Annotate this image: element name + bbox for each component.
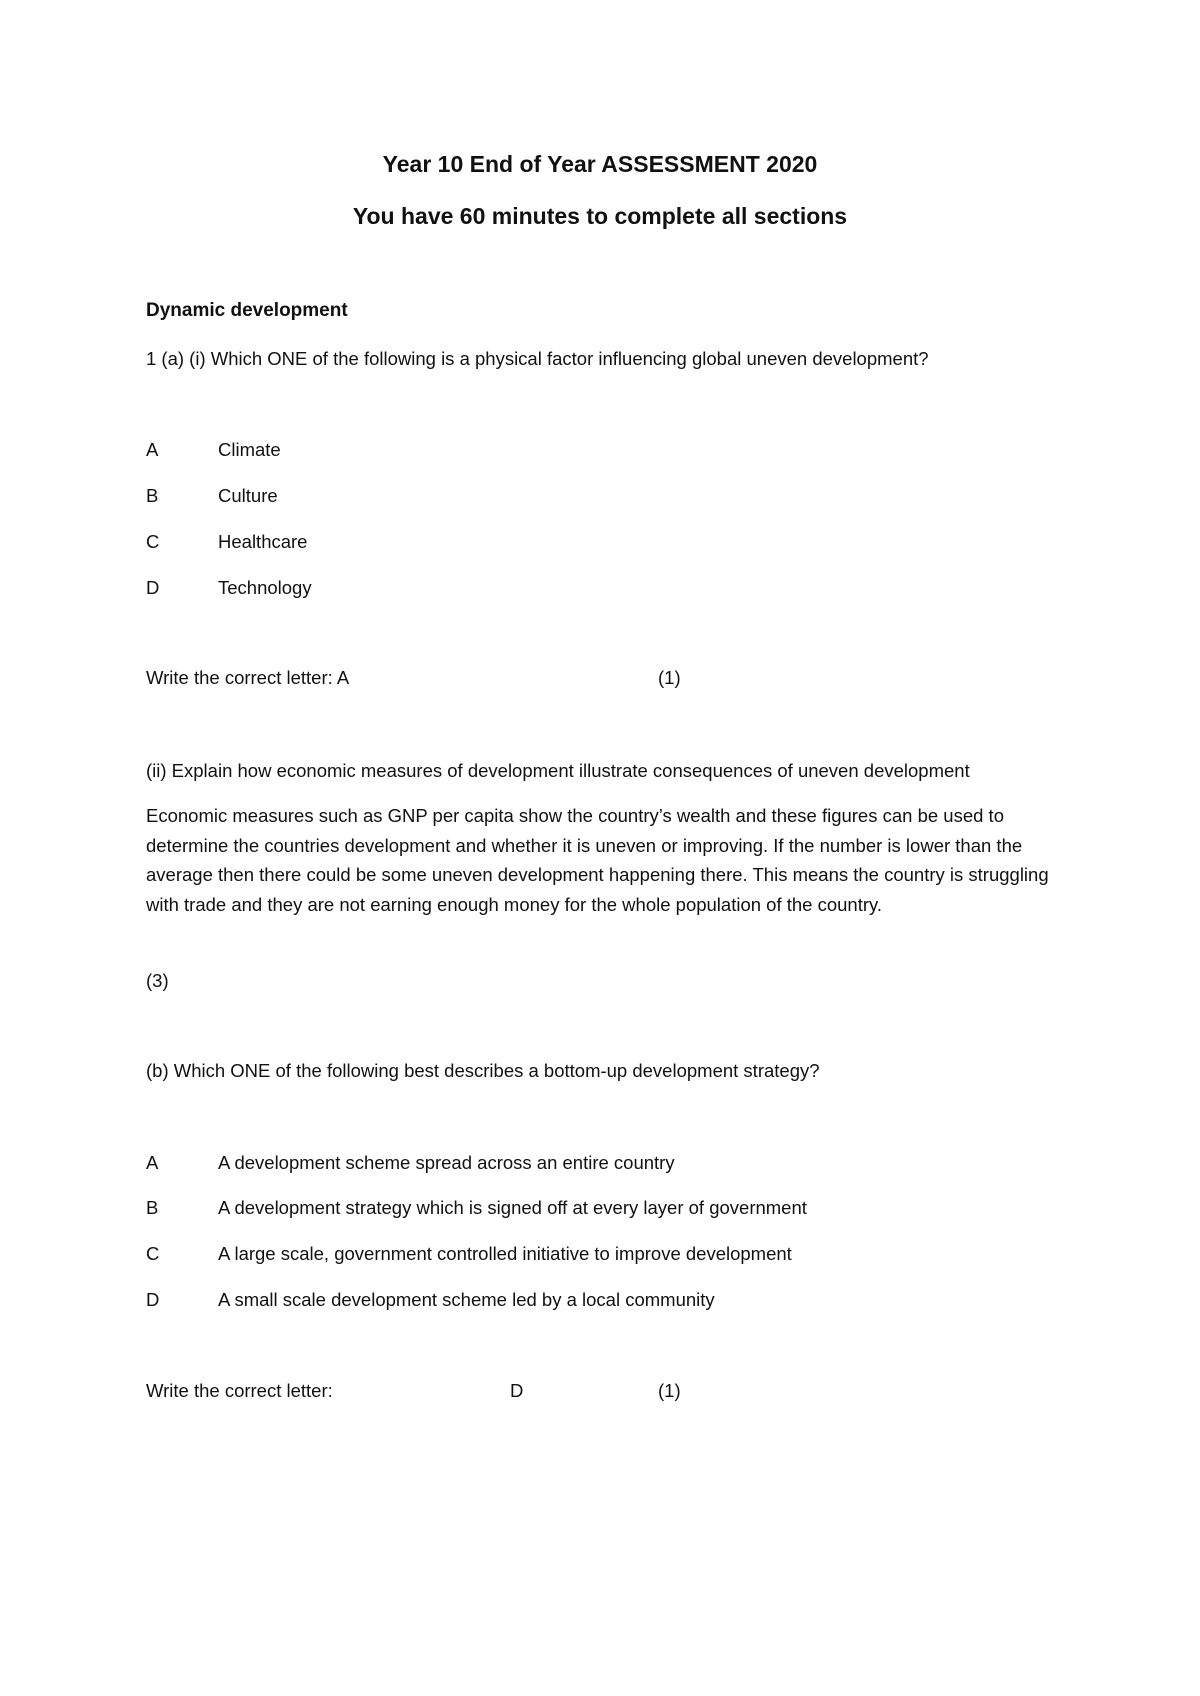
option-text: A small scale development scheme led by a local community	[218, 1289, 715, 1310]
option-letter: A	[146, 439, 159, 460]
option-text: Culture	[218, 485, 278, 506]
option-letter: D	[146, 577, 160, 598]
answer-prompt: Write the correct letter:	[146, 1380, 333, 1401]
answer-prompt: Write the correct letter: A	[146, 667, 350, 688]
question-1a-i: 1 (a) (i) Which ONE of the following is a physical factor influencing global uneven development?	[146, 348, 929, 369]
option-letter: B	[146, 1197, 159, 1218]
marks: (1)	[658, 1380, 681, 1401]
option-text: A development scheme spread across an entire country	[218, 1152, 675, 1173]
page-title: Year 10 End of Year ASSESSMENT 2020	[382, 151, 818, 177]
page-subtitle: You have 60 minutes to complete all sections	[352, 203, 848, 229]
section-heading: Dynamic development	[146, 300, 348, 321]
question-1b: (b) Which ONE of the following best describes a bottom-up development strategy?	[146, 1060, 820, 1081]
option-text: Technology	[218, 577, 312, 598]
question-1a-ii: (ii) Explain how economic measures of development illustrate consequences of uneven development	[146, 760, 970, 781]
option-text: A large scale, government controlled initiative to improve development	[218, 1243, 792, 1264]
option-letter: A	[146, 1152, 159, 1173]
marks: (1)	[658, 667, 681, 688]
option-letter: C	[146, 531, 160, 552]
option-text: A development strategy which is signed off at every layer of government	[218, 1197, 807, 1218]
answer-letter: D	[510, 1380, 524, 1401]
option-text: Climate	[218, 439, 281, 460]
option-letter: B	[146, 485, 159, 506]
answer-paragraph: Economic measures such as GNP per capita show the country’s wealth and these figures can be used to determine the countries development and whether it is uneven or improving. If the number is lower than the average then there could be some uneven development happening there. This means the country is struggling with trade and they are not earning enough money for the whole population of the country.	[146, 805, 1049, 915]
option-letter: D	[146, 1289, 160, 1310]
option-text: Healthcare	[218, 531, 308, 552]
marks: (3)	[146, 970, 169, 991]
option-letter: C	[146, 1243, 160, 1264]
